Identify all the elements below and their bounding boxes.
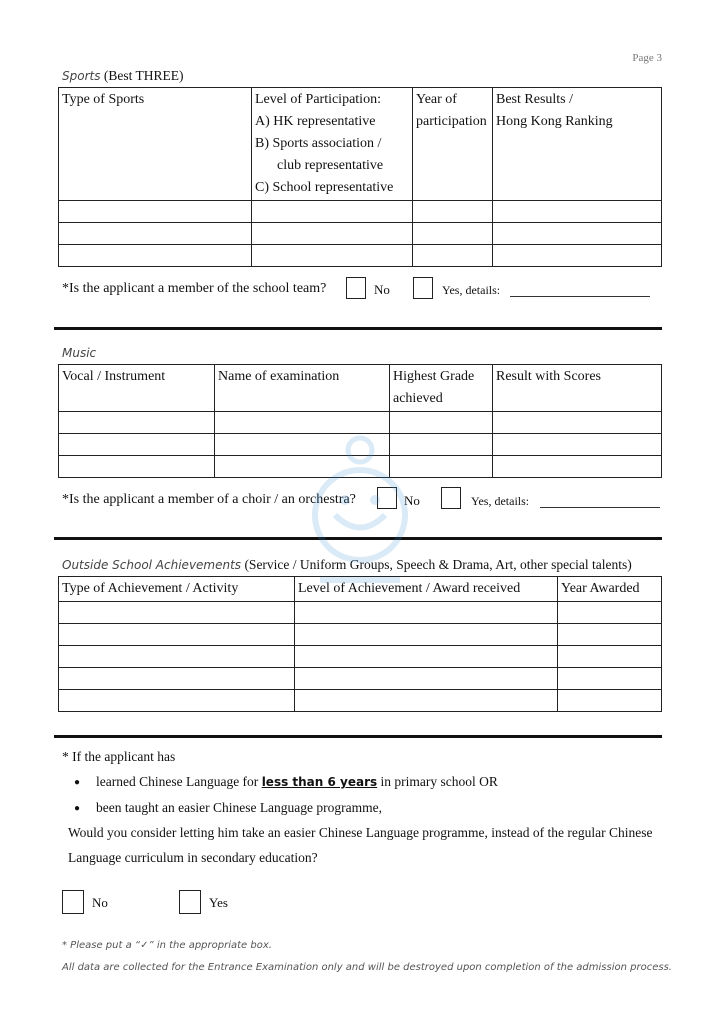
sports-cell[interactable]	[413, 223, 493, 245]
sports-cell[interactable]	[252, 223, 413, 245]
chinese-bullet-2: been taught an easier Chinese Language programme,	[96, 800, 383, 815]
sports-yes-label: Yes, details:	[442, 283, 501, 297]
music-no-label: No	[404, 493, 420, 508]
sports-title: Sports	[62, 69, 101, 83]
music-details-field[interactable]	[540, 493, 660, 508]
bullet-1-emph: less than 6 years	[261, 775, 378, 789]
music-yes-checkbox[interactable]	[441, 487, 461, 509]
chinese-bullet-1	[96, 774, 498, 790]
table-row	[59, 201, 662, 223]
sports-result-line2: Hong Kong Ranking	[496, 114, 613, 129]
sports-header-result	[493, 88, 662, 201]
achievement-cell[interactable]	[295, 668, 558, 690]
table-row	[59, 690, 662, 712]
sports-level-title: Level of Participation:	[255, 92, 381, 107]
music-cell[interactable]	[493, 412, 662, 434]
music-header-result: Result with Scores	[493, 365, 662, 412]
section-divider	[54, 327, 662, 330]
sports-cell[interactable]	[493, 245, 662, 267]
chinese-no-checkbox[interactable]	[62, 890, 84, 914]
music-header-exam: Name of examination	[215, 365, 390, 412]
achievement-cell[interactable]	[558, 646, 662, 668]
achievement-cell[interactable]	[59, 646, 295, 668]
achievements-header-year: Year Awarded	[558, 577, 662, 602]
tick-note: * Please put a “✓” in the appropriate box.	[62, 940, 272, 951]
sports-cell[interactable]	[493, 223, 662, 245]
table-row	[59, 223, 662, 245]
sports-no-label: No	[374, 282, 390, 297]
music-cell[interactable]	[59, 456, 215, 478]
sports-level-b-cont: club representative	[277, 158, 384, 173]
achievement-cell[interactable]	[558, 690, 662, 712]
sports-no-checkbox[interactable]	[346, 277, 366, 299]
bullet-1-post: in primary school OR	[380, 774, 498, 789]
achievements-header-level: Level of Achievement / Award received	[295, 577, 558, 602]
section-divider	[54, 735, 662, 738]
sports-year-line2: participation	[416, 114, 487, 129]
achievement-cell[interactable]	[295, 646, 558, 668]
music-cell[interactable]	[493, 456, 662, 478]
achievement-cell[interactable]	[59, 624, 295, 646]
sports-header-row	[59, 88, 662, 201]
sports-yes-checkbox[interactable]	[413, 277, 433, 299]
table-row	[59, 624, 662, 646]
sports-result-line1: Best Results /	[496, 92, 574, 107]
chinese-question-line1: Would you consider letting him take an easier Chinese Language programme, instead of the regular Chinese	[68, 825, 653, 840]
sports-team-question: *Is the applicant a member of the school team?	[62, 281, 327, 296]
chinese-intro: * If the applicant has	[62, 749, 176, 764]
sports-level-b: B) Sports association /	[255, 136, 382, 151]
sports-header-year	[413, 88, 493, 201]
achievements-title: Outside School Achievements	[62, 558, 242, 572]
music-grade-line2: achieved	[393, 391, 443, 406]
bullet-1: ●	[74, 777, 81, 788]
table-row	[59, 245, 662, 267]
privacy-note: All data are collected for the Entrance Examination only and will be destroyed upon completion of the admission process.	[62, 962, 672, 973]
music-cell[interactable]	[59, 412, 215, 434]
sports-cell[interactable]	[59, 201, 252, 223]
music-title: Music	[62, 346, 97, 360]
achievements-subtitle: (Service / Uniform Groups, Speech & Drama, Art, other special talents)	[244, 557, 632, 572]
chinese-yes-label: Yes	[209, 895, 228, 910]
achievement-cell[interactable]	[59, 602, 295, 624]
chinese-no-label: No	[92, 895, 108, 910]
music-yes-label: Yes, details:	[471, 494, 530, 508]
sports-heading	[62, 68, 183, 84]
sports-header-type: Type of Sports	[59, 88, 252, 201]
sports-level-c: C) School representative	[255, 180, 394, 195]
sports-cell[interactable]	[493, 201, 662, 223]
music-header-grade	[390, 365, 493, 412]
table-row	[59, 646, 662, 668]
sports-cell[interactable]	[413, 201, 493, 223]
sports-cell[interactable]	[59, 245, 252, 267]
school-logo-watermark-icon	[300, 420, 420, 620]
achievement-cell[interactable]	[295, 690, 558, 712]
chinese-question-line2: Language curriculum in secondary education?	[68, 850, 318, 865]
sports-level-a: A) HK representative	[255, 114, 376, 129]
bullet-2: ●	[74, 803, 81, 814]
table-row	[59, 668, 662, 690]
music-cell[interactable]	[493, 434, 662, 456]
achievement-cell[interactable]	[59, 668, 295, 690]
page-number: Page 3	[632, 52, 662, 64]
music-header-row	[59, 365, 662, 412]
achievement-cell[interactable]	[558, 624, 662, 646]
achievement-cell[interactable]	[59, 690, 295, 712]
sports-table	[58, 87, 662, 267]
sports-cell[interactable]	[252, 201, 413, 223]
music-grade-line1: Highest Grade	[393, 369, 475, 384]
sports-cell[interactable]	[252, 245, 413, 267]
music-choir-question: *Is the applicant a member of a choir / an orchestra?	[62, 492, 356, 507]
sports-cell[interactable]	[59, 223, 252, 245]
achievement-cell[interactable]	[558, 602, 662, 624]
sports-header-level	[252, 88, 413, 201]
sports-cell[interactable]	[413, 245, 493, 267]
sports-year-line1: Year of	[416, 92, 457, 107]
music-cell[interactable]	[59, 434, 215, 456]
sports-details-field[interactable]	[510, 282, 650, 297]
achievement-cell[interactable]	[295, 624, 558, 646]
music-header-instrument: Vocal / Instrument	[59, 365, 215, 412]
bullet-1-pre: learned Chinese Language for	[96, 774, 259, 789]
achievement-cell[interactable]	[558, 668, 662, 690]
achievements-header-type: Type of Achievement / Activity	[59, 577, 295, 602]
chinese-yes-checkbox[interactable]	[179, 890, 201, 914]
sports-subtitle: (Best THREE)	[103, 68, 184, 83]
